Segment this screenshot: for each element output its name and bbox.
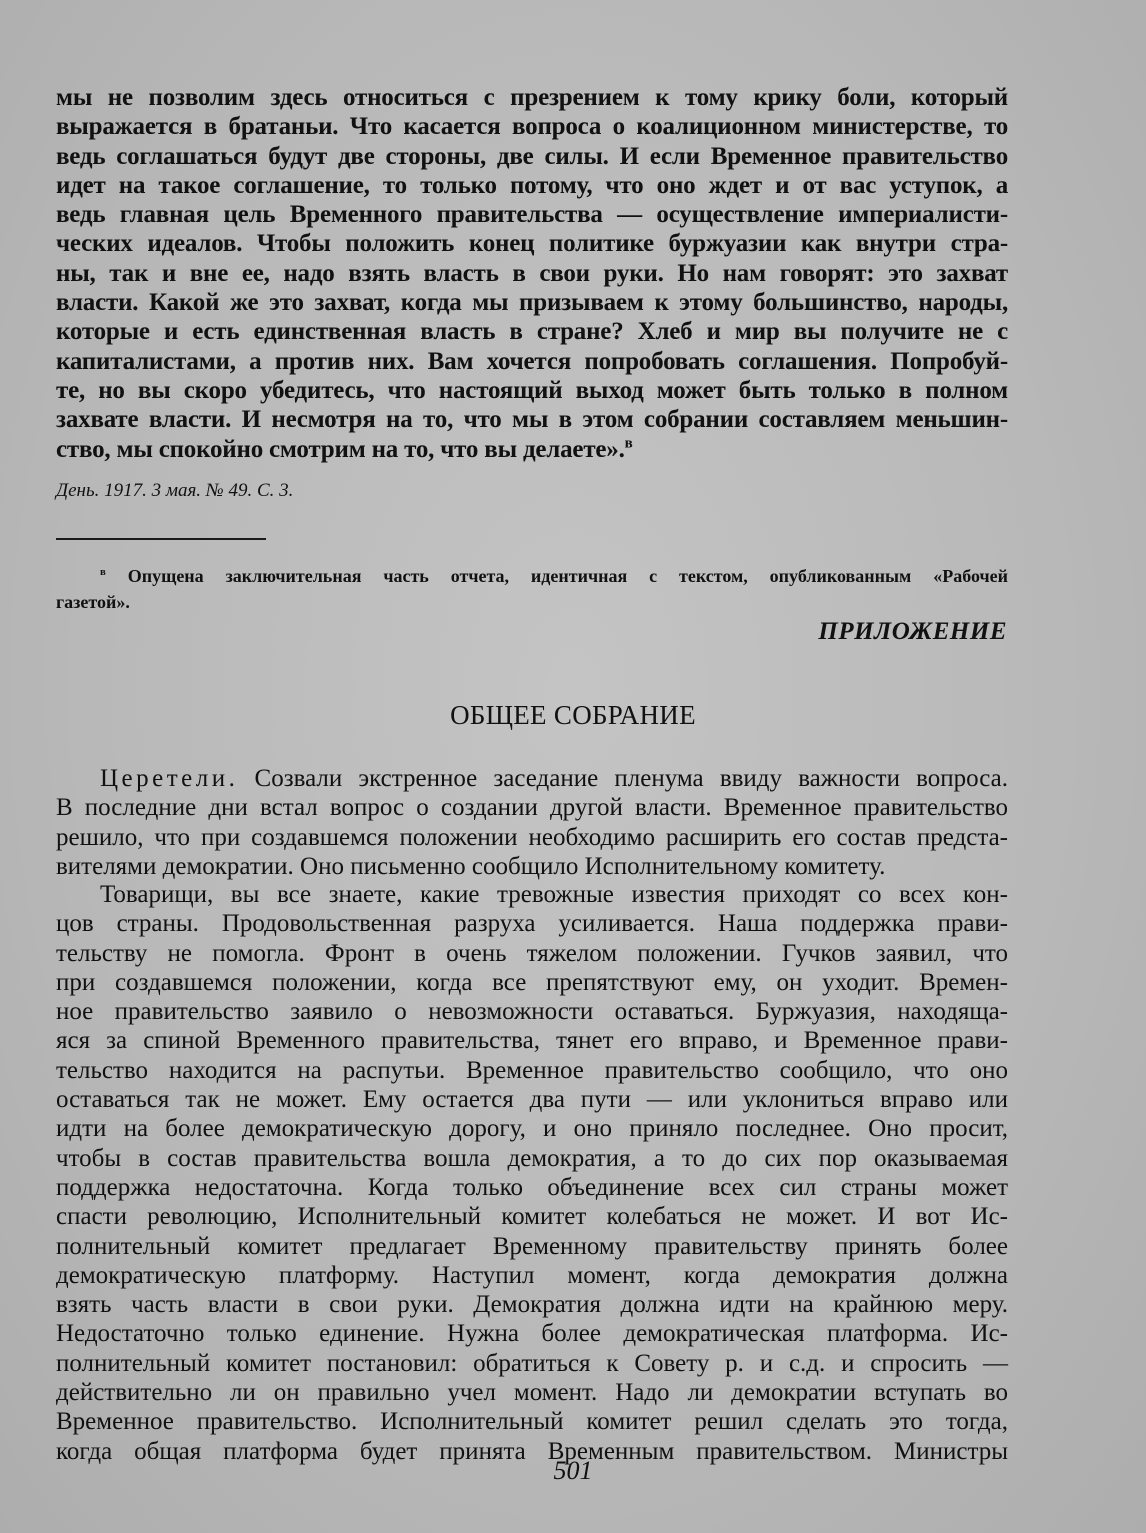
text-line: Временное правительство. Исполнительный комитет решил сделать это тогда,	[56, 1408, 1008, 1436]
text-line: власти. Какой же это захват, когда мы призываем к этому большинство, народы,	[56, 289, 1008, 317]
text-line: Товарищи, вы все знаете, какие тревожные известия приходят со всех кон-	[100, 881, 1008, 908]
text-line: выражается в братаньи. Что касается вопроса о коалиционном министерстве, то	[56, 113, 1008, 141]
text-line: В последние дни встал вопрос о создании другой власти. Временное правительство	[56, 794, 1008, 822]
text-line: полнительный комитет постановил: обратиться к Совету р. и с.д. и спросить —	[56, 1349, 1008, 1377]
paragraph-tsereteli-speech	[56, 764, 1008, 881]
text-line: идет на такое соглашение, то только потому, что оно ждет и от вас уступок, а	[56, 171, 1008, 199]
footnote-line	[56, 563, 1008, 589]
source-citation: День. 1917. 3 мая. № 49. С. 3.	[56, 480, 294, 501]
text-line: цов страны. Продовольственная разруха усиливается. Наша поддержка прави-	[56, 910, 1008, 938]
text-line: чтобы в состав правительства вошла демократия, а то до сих пор оказываемая	[56, 1144, 1008, 1172]
text-line: ное правительство заявило о невозможности оставаться. Буржуазия, находяща-	[56, 998, 1008, 1026]
page-number: 501	[553, 1456, 593, 1485]
paragraph-comrades	[56, 880, 1008, 1466]
text-line: поддержка недостаточна. Когда только объединение всех сил страны может	[56, 1173, 1008, 1201]
text-line: ны, так и вне ее, надо взять власть в свои руки. Но нам говорят: это захват	[56, 259, 1008, 287]
text-line: которые и есть единственная власть в стране? Хлеб и мир вы получите не с	[56, 318, 1008, 346]
text-line	[56, 764, 1008, 793]
text-line: спасти революцию, Исполнительный комитет колебаться не может. И вот Ис-	[56, 1203, 1008, 1231]
footnote-reference[interactable]: в	[624, 435, 633, 452]
text-line: полнительный комитет предлагает Временному правительству принять более	[56, 1232, 1008, 1260]
text-line: ведь соглашаться будут две стороны, две силы. И если Временное правительство	[56, 142, 1008, 170]
text-line: взять часть власти в свои руки. Демократия должна идти на крайнюю меру.	[56, 1291, 1008, 1319]
footnote-text: Опущена заключительная часть отчета, идентичная с текстом, опубликованным «Рабочей	[127, 566, 1009, 586]
footnote-divider	[56, 538, 266, 540]
text-line: решило, что при создавшемся положении необходимо расширить его состав предста-	[56, 823, 1008, 851]
footnote-mark: в	[100, 566, 106, 578]
text-line: захвате власти. И несмотря на то, что мы в этом собрании составляем меньшин-	[56, 406, 1008, 434]
paragraph-continued-speech	[56, 83, 1008, 464]
text-line: ческих идеалов. Чтобы положить конец политике буржуазии как внутри стра-	[56, 230, 1008, 258]
text-line: вителями демократии. Оно письменно сообщило Исполнительному комитету.	[56, 852, 886, 880]
text-line: когда общая платформа будет принята Временным правительством. Министры	[56, 1437, 1008, 1465]
text-line: демократическую платформу. Наступил момент, когда демократия должна	[56, 1261, 1008, 1289]
text-line: ведь главная цель Временного правительства — осуществление империалисти-	[56, 201, 1008, 229]
section-title: ОБЩЕЕ СОБРАНИЕ	[450, 700, 696, 730]
text-line: тельству не помогла. Фронт в очень тяжелом положении. Гучков заявил, что	[56, 939, 1008, 967]
text-line: идти на более демократическую дорогу, и оно приняло последнее. Оно просит,	[56, 1115, 1008, 1143]
text-line: оставаться так не может. Ему остается два пути — или уклониться вправо или	[56, 1086, 1008, 1114]
text-line: капиталистами, а против них. Вам хочется попробовать соглашения. Попробуй-	[56, 347, 1008, 375]
text-line: мы не позволим здесь относиться с презрением к тому крику боли, который	[56, 84, 1008, 111]
text-line: яся за спиной Временного правительства, тянет его вправо, и Временное прави-	[56, 1027, 1008, 1055]
footnote-line: газетой».	[56, 592, 130, 612]
text-line: тельство находится на распутьи. Временное правительство сообщило, что оно	[56, 1056, 1008, 1084]
text-line-content: Созвали экстренное заседание пленума ввиду важности вопроса.	[254, 765, 1008, 792]
text-line: Недостаточно только единение. Нужна более демократическая платформа. Ис-	[56, 1320, 1008, 1348]
text-line-content: ство, мы спокойно смотрим на то, что вы делаете».	[56, 435, 625, 463]
text-line: при создавшемся положении, когда все препятствуют ему, он уходит. Времен-	[56, 968, 1008, 996]
text-line	[56, 435, 1008, 464]
text-line: действительно ли он правильно учел момент. Надо ли демократии вступать во	[56, 1379, 1008, 1407]
text-line: те, но вы скоро убедитесь, что настоящий выход может быть только в полном	[56, 376, 1008, 404]
appendix-heading: ПРИЛОЖЕНИЕ	[818, 618, 1007, 645]
footnote	[56, 563, 1008, 615]
speaker-name: Церетели.	[100, 765, 239, 792]
